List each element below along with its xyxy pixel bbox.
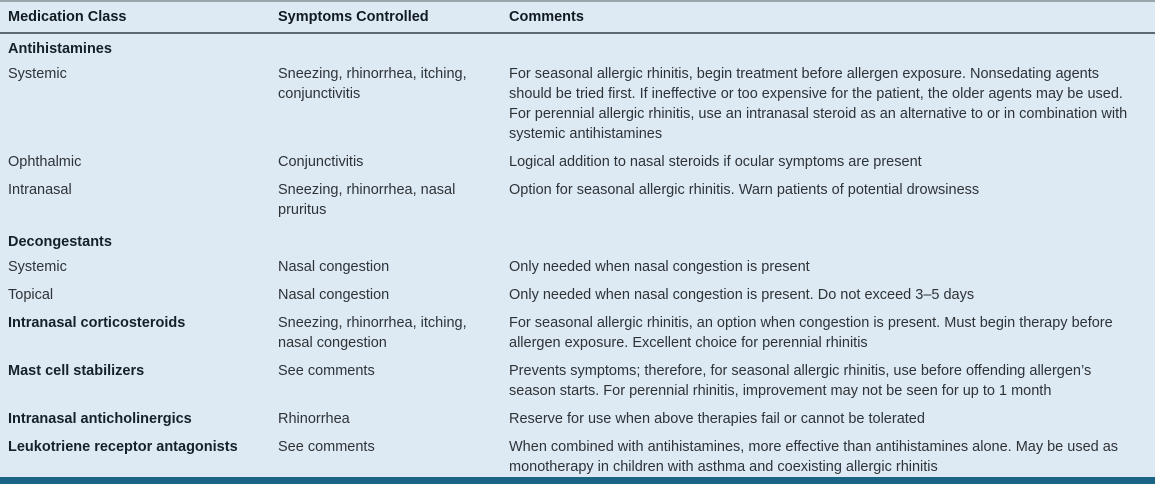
comments-cell: Only needed when nasal congestion is present [509,259,810,275]
row-decongestants-topical [0,281,1155,309]
comments-cell [501,224,1155,253]
symptoms-cell: Rhinorrhea [278,411,350,427]
comments-cell: Only needed when nasal congestion is present. Do not exceed 3–5 days [509,287,975,303]
bottom-accent-bar [0,477,1155,484]
medication-class-cell: Decongestants [8,234,112,250]
row-decongestants-systemic [0,253,1155,281]
row-mast-cell-stabilizers [0,357,1155,405]
symptoms-cell: Nasal congestion [278,259,390,275]
col-header-medication-class: Medication Class [0,2,270,33]
medication-class-cell: Intranasal anticholinergics [8,411,192,427]
row-intranasal-anticholinergics [0,405,1155,433]
medication-class-cell: Intranasal [8,182,72,198]
comments-cell: For seasonal allergic rhinitis, an option when congestion is present. Must begin therapy before allergen exposure. Excellent choice for perennial rhinitis [509,315,1113,351]
symptoms-cell: Sneezing, rhinorrhea, itching, nasal congestion [278,315,467,351]
symptoms-cell: Nasal congestion [278,287,390,303]
comments-cell: When combined with antihistamines, more effective than antihistamines alone. May be used as monotherapy in children with asthma and coexisting allergic rhinitis [509,439,1119,475]
row-group-antihistamines [0,33,1155,60]
comments-cell: Option for seasonal allergic rhinitis. Warn patients of potential drowsiness [509,182,980,198]
symptoms-cell: Sneezing, rhinorrhea, nasal pruritus [278,182,456,218]
row-group-decongestants [0,224,1155,253]
row-antihistamines-ophthalmic [0,148,1155,176]
row-antihistamines-systemic [0,60,1155,148]
col-header-symptoms-controlled: Symptoms Controlled [270,2,501,33]
comments-cell: Reserve for use when above therapies fail or cannot be tolerated [509,411,925,427]
medication-comparison-table [0,2,1155,477]
comments-cell [501,33,1155,60]
medication-class-cell: Systemic [8,66,67,82]
symptoms-cell: Sneezing, rhinorrhea, itching, conjunctivitis [278,66,467,102]
symptoms-cell: See comments [278,439,375,455]
medication-class-cell: Leukotriene receptor antagonists [8,439,238,455]
row-intranasal-corticosteroids [0,309,1155,357]
comments-cell: For seasonal allergic rhinitis, begin treatment before allergen exposure. Nonsedating agents should be tried first. If ineffective or too expensive for the patient, the older agents may be used. For perennial allergic rhinitis, use an intranasal steroid as an alternative to or in combination with systemic antihistamines [509,66,1128,142]
medication-class-cell: Intranasal corticosteroids [8,315,186,331]
medication-class-cell: Topical [8,287,54,303]
symptoms-cell: Conjunctivitis [278,154,364,170]
symptoms-cell: See comments [278,363,375,379]
medication-class-cell: Ophthalmic [8,154,82,170]
header-row [0,2,1155,33]
comments-cell: Prevents symptoms; therefore, for seasonal allergic rhinitis, use before offending allergen’s season starts. For perennial rhinitis, improvement may not be seen for up to 1 month [509,363,1092,399]
medication-class-cell: Mast cell stabilizers [8,363,145,379]
medication-class-cell: Antihistamines [8,41,112,57]
comments-cell: Logical addition to nasal steroids if ocular symptoms are present [509,154,922,170]
symptoms-cell [270,224,501,253]
medication-class-cell: Systemic [8,259,67,275]
symptoms-cell [270,33,501,60]
col-header-comments: Comments [501,2,1155,33]
row-antihistamines-intranasal [0,176,1155,224]
row-leukotriene-receptor-antagonists [0,433,1155,477]
